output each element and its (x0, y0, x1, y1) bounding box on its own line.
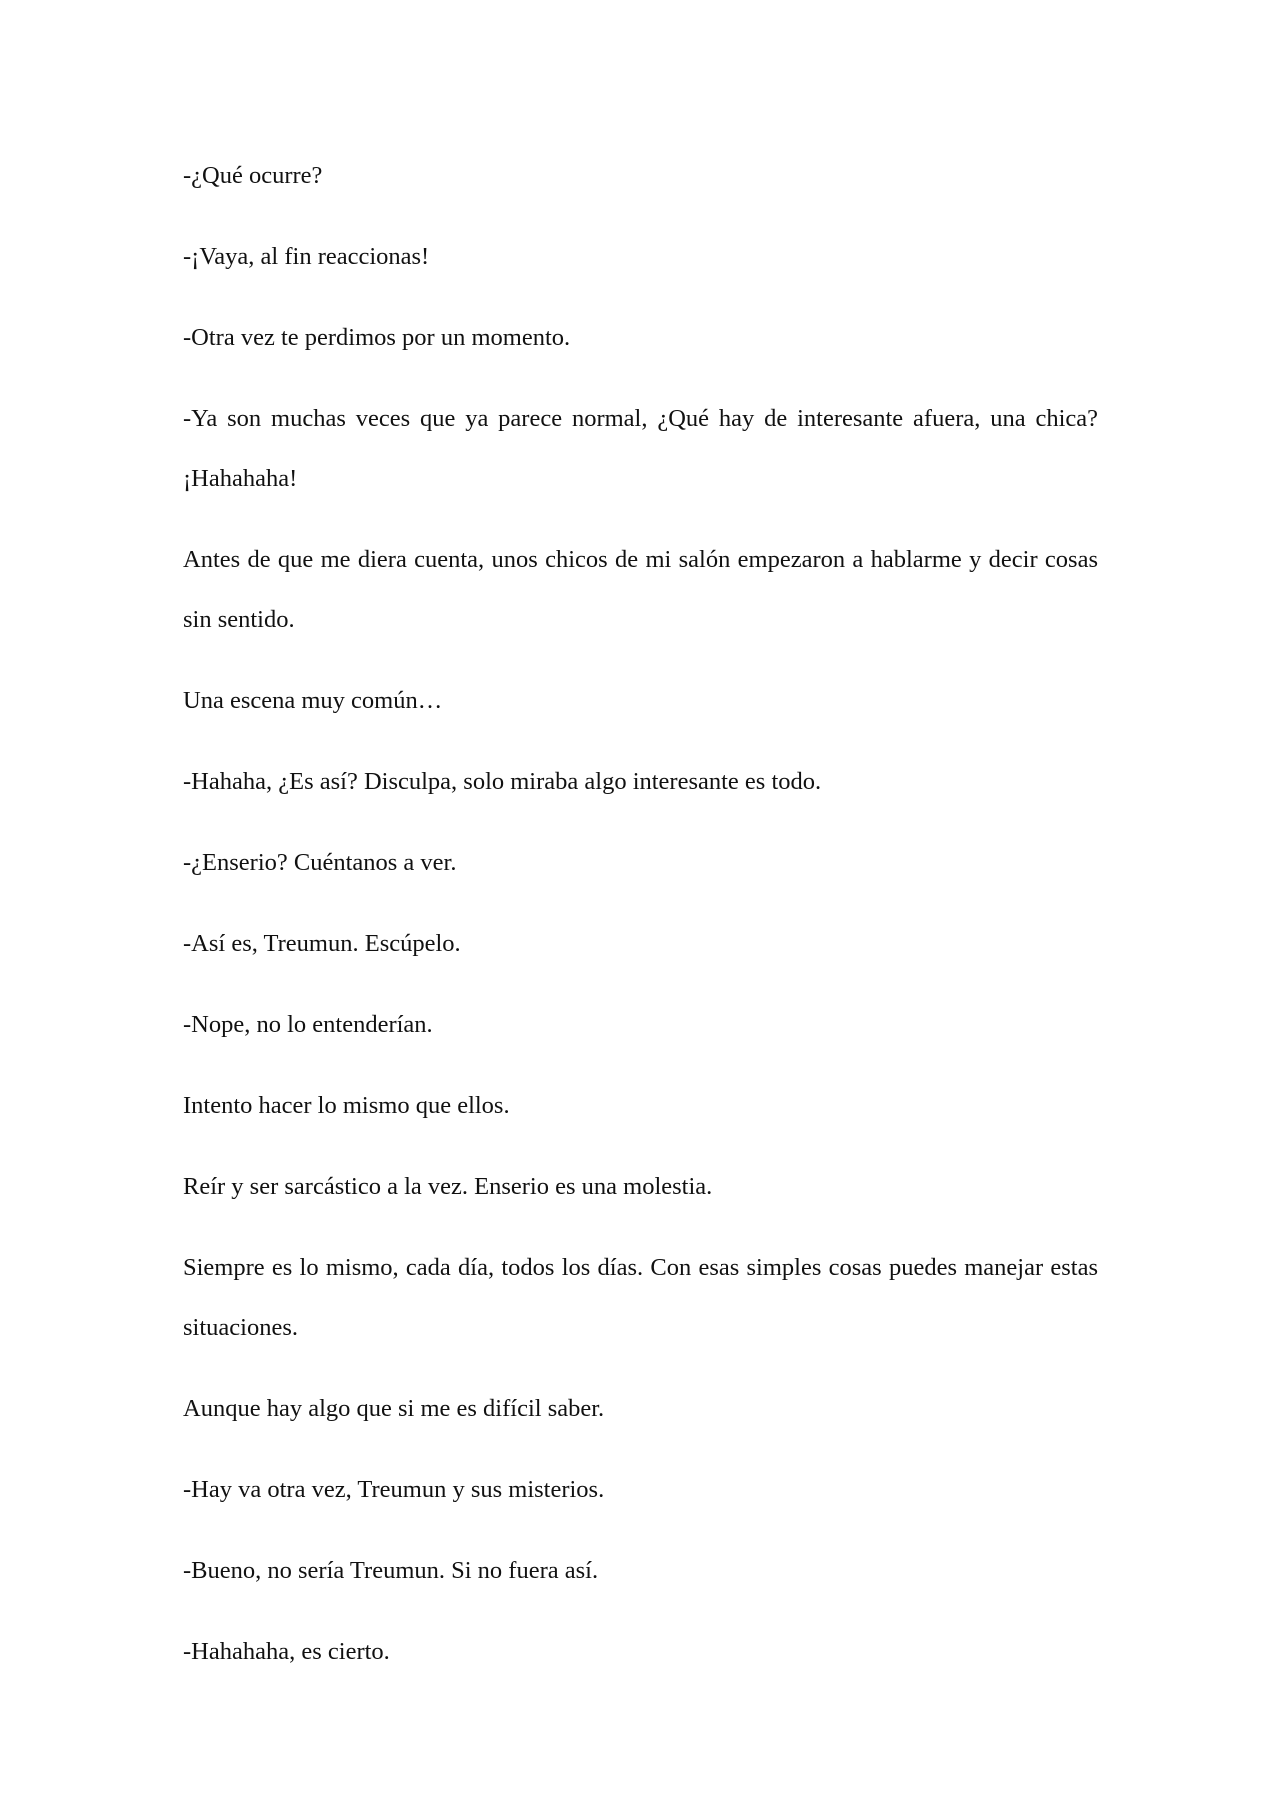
paragraph-16: -Bueno, no sería Treumun. Si no fuera así. (183, 1557, 599, 1584)
paragraph-2: -¡Vaya, al fin reaccionas! (183, 243, 430, 270)
paragraph-7: -Hahaha, ¿Es así? Disculpa, solo miraba algo interesante es todo. (183, 768, 822, 795)
paragraph-13: Siempre es lo mismo, cada día, todos los días. Con esas simples cosas puedes manejar estas situaciones. (183, 1254, 1098, 1341)
paragraph-1: -¿Qué ocurre? (183, 162, 323, 189)
paragraph-10: -Nope, no lo entenderían. (183, 1011, 433, 1038)
paragraph-3: -Otra vez te perdimos por un momento. (183, 324, 571, 351)
paragraph-6: Una escena muy común… (183, 687, 443, 714)
paragraph-12: Reír y ser sarcástico a la vez. Enserio es una molestia. (183, 1173, 713, 1200)
paragraph-15: -Hay va otra vez, Treumun y sus misterios. (183, 1476, 605, 1503)
paragraph-8: -¿Enserio? Cuéntanos a ver. (183, 849, 457, 876)
paragraph-14: Aunque hay algo que si me es difícil saber. (183, 1395, 605, 1422)
document-body (183, 146, 1098, 1703)
paragraph-5: Antes de que me diera cuenta, unos chicos de mi salón empezaron a hablarme y decir cosas sin sentido. (183, 546, 1098, 633)
paragraph-11: Intento hacer lo mismo que ellos. (183, 1092, 510, 1119)
paragraph-17: -Hahahaha, es cierto. (183, 1638, 390, 1665)
paragraph-4: -Ya son muchas veces que ya parece normal, ¿Qué hay de interesante afuera, una chica? ¡Hahahaha! (183, 405, 1098, 492)
paragraph-9: -Así es, Treumun. Escúpelo. (183, 930, 461, 957)
